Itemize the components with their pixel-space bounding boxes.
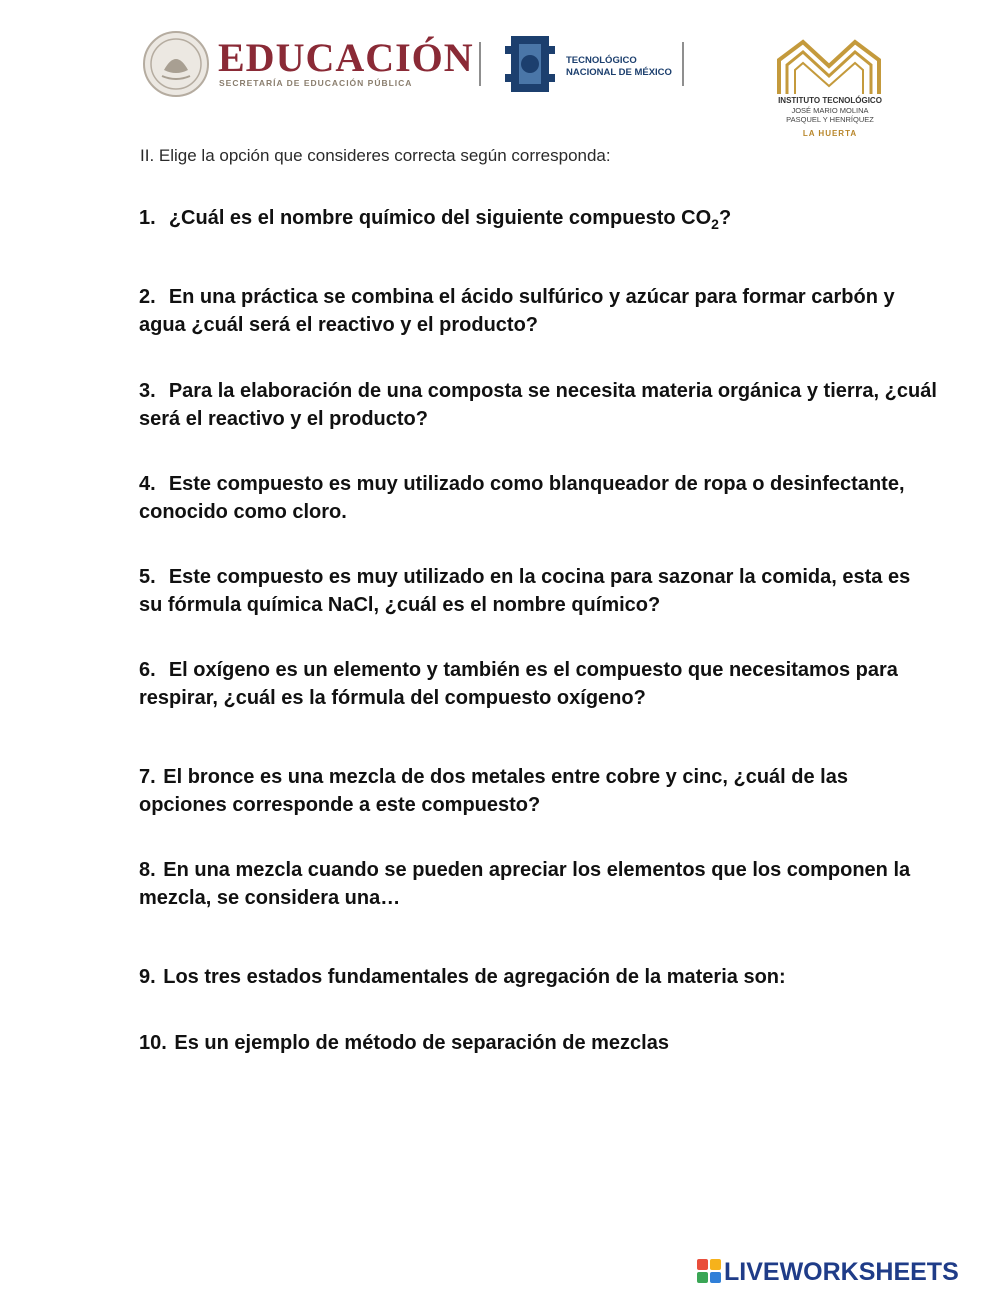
itlh-campus: LA HUERTA bbox=[802, 129, 858, 138]
itlh-subtitle: JOSÉ MARIO MOLINA PASQUEL Y HENRÍQUEZ bbox=[786, 106, 874, 124]
question-10: 10. Es un ejemplo de método de separación de mezclas bbox=[139, 1032, 669, 1054]
question-4: 4. Este compuesto es muy utilizado como blanqueador de ropa o desinfectante, conocido como cloro. bbox=[139, 473, 905, 523]
edu-subtitle: SECRETARÍA DE EDUCACIÓN PÚBLICA bbox=[219, 78, 413, 88]
itlh-title: INSTITUTO TECNOLÓGICO bbox=[778, 96, 882, 105]
question-9: 9. Los tres estados fundamentales de agregación de la materia son: bbox=[139, 966, 786, 988]
question-7: 7. El bronce es una mezcla de dos metales entre cobre y cinc, ¿cuál de las opciones corresponde a este compuesto? bbox=[139, 766, 848, 816]
question-8: 8. En una mezcla cuando se pueden apreciar los elementos que los componen la mezcla, se considera una… bbox=[139, 859, 911, 909]
liveworksheets-brand: LIVEWORKSHEETS bbox=[724, 1258, 959, 1286]
document-header bbox=[0, 0, 1000, 145]
itlh-logo-icon bbox=[775, 38, 883, 96]
liveworksheets-icon bbox=[697, 1259, 722, 1283]
question-1: 1. ¿Cuál es el nombre químico del siguiente compuesto $CO_2$? bbox=[139, 207, 732, 232]
header-divider bbox=[682, 42, 684, 86]
mexico-seal-icon bbox=[142, 30, 210, 98]
tecnm-name: TECNOLÓGICO NACIONAL DE MÉXICO bbox=[566, 55, 672, 78]
question-5: 5. Este compuesto es muy utilizado en la cocina para sazonar la comida, esta es su fórmula química NaCl, ¿cuál es el nombre químico? bbox=[139, 566, 911, 616]
question-2: 2. En una práctica se combina el ácido sulfúrico y azúcar para formar carbón y agua ¿cuál será el reactivo y el producto? bbox=[139, 286, 895, 336]
question-6: 6. El oxígeno es un elemento y también es el compuesto que necesitamos para respirar, ¿cuál es la fórmula del compuesto oxígeno? bbox=[139, 659, 898, 709]
question-3: 3. Para la elaboración de una composta se necesita materia orgánica y tierra, ¿cuál será el reactivo y el producto? bbox=[139, 380, 937, 430]
tecnm-gear-icon bbox=[505, 32, 555, 96]
instruction-text: II. Elige la opción que consideres correcta según corresponda: bbox=[140, 146, 611, 165]
header-divider bbox=[479, 42, 481, 86]
edu-title: EDUCACIÓN bbox=[218, 35, 474, 80]
